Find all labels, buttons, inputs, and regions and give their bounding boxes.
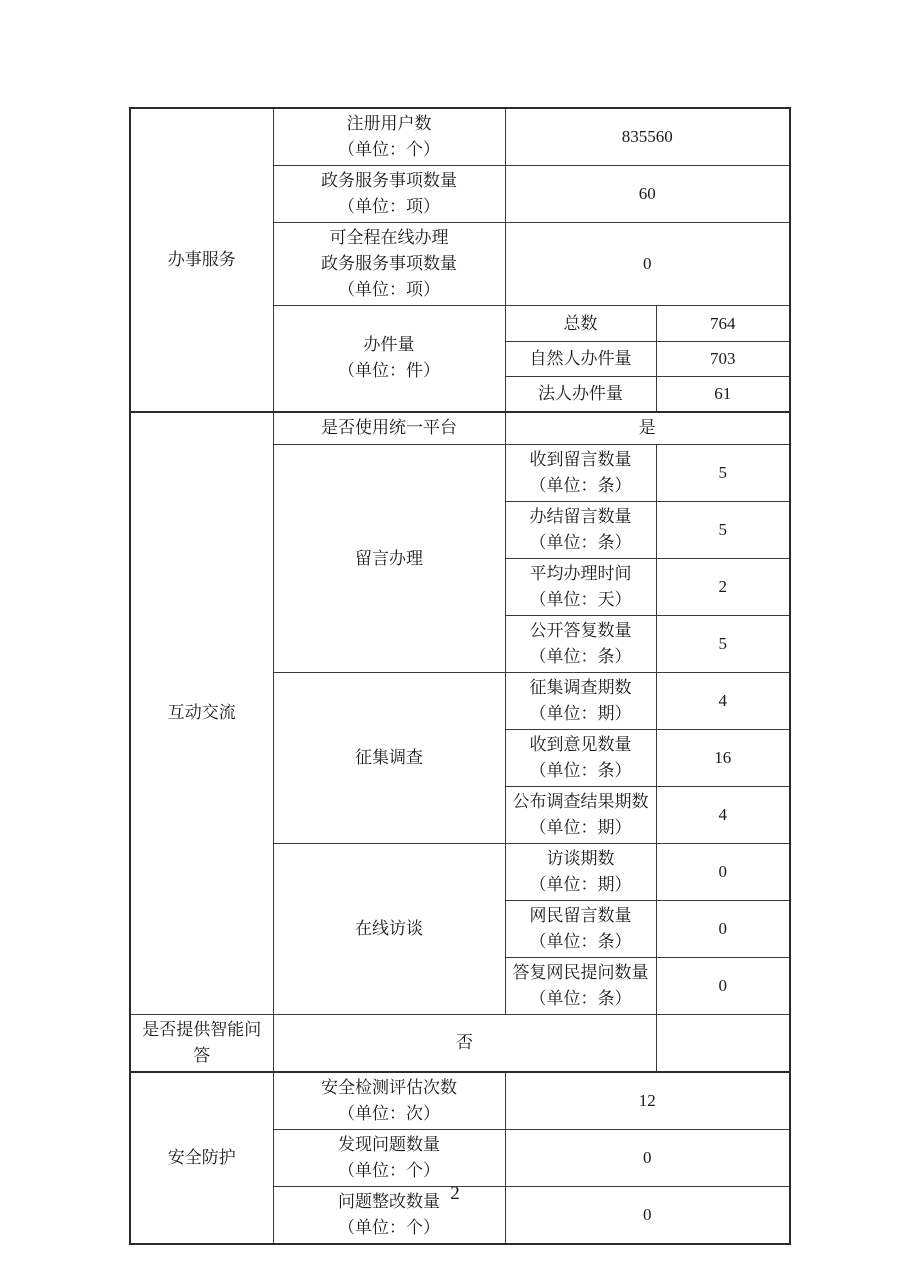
metric-value: 是 bbox=[638, 418, 656, 438]
metric-value: 12 bbox=[638, 1091, 656, 1110]
metric-unit: （单位：次） bbox=[338, 1104, 440, 1123]
submetric-value-cell bbox=[656, 844, 790, 901]
submetric-value: 0 bbox=[718, 919, 727, 938]
submetric-value: 764 bbox=[710, 313, 736, 333]
metric-label: 发现问题数量 bbox=[338, 1135, 440, 1154]
group-label-cell-zaixian bbox=[273, 844, 505, 1015]
metric-value-cell bbox=[505, 1072, 790, 1130]
submetric-value-cell bbox=[656, 787, 790, 844]
submetric-unit: （单位：条） bbox=[529, 476, 632, 495]
metric-value-cell bbox=[505, 166, 790, 223]
metric-unit: （单位：个） bbox=[338, 1161, 440, 1180]
submetric-label-cell bbox=[505, 844, 656, 901]
submetric-label: 收到意见数量 bbox=[529, 735, 632, 754]
submetric-label: 访谈期数 bbox=[546, 849, 615, 868]
report-table bbox=[129, 107, 791, 1245]
submetric-label: 收到留言数量 bbox=[529, 450, 632, 469]
submetric-value-cell bbox=[656, 502, 790, 559]
submetric-value-cell bbox=[656, 377, 790, 412]
submetric-label-cell bbox=[505, 445, 656, 502]
submetric-value: 703 bbox=[710, 349, 736, 368]
metric-label-cell bbox=[130, 1015, 273, 1073]
metric-label-cell bbox=[273, 223, 505, 306]
submetric-label: 办结留言数量 bbox=[529, 507, 632, 526]
metric-label: 问题整改数量 bbox=[338, 1192, 440, 1211]
submetric-label-cell bbox=[505, 559, 656, 616]
submetric-value-cell bbox=[656, 342, 790, 377]
group-label-cell-zhengji bbox=[273, 673, 505, 844]
submetric-label-cell bbox=[505, 673, 656, 730]
metric-label-cell bbox=[273, 1130, 505, 1187]
submetric-label: 公布调查结果期数 bbox=[512, 792, 649, 811]
submetric-label: 自然人办件量 bbox=[529, 349, 632, 368]
page-number: 2 bbox=[450, 1183, 460, 1204]
metric-value-cell bbox=[505, 1130, 790, 1187]
metric-unit: （单位：项） bbox=[338, 197, 440, 216]
submetric-unit: （单位：期） bbox=[529, 704, 632, 723]
metric-value-cell bbox=[505, 412, 790, 445]
metric-value: 835560 bbox=[621, 127, 673, 146]
submetric-value-cell bbox=[656, 673, 790, 730]
metric-label: 安全检测评估次数 bbox=[321, 1078, 457, 1097]
submetric-unit: （单位：期） bbox=[529, 875, 632, 894]
submetric-value: 61 bbox=[714, 383, 732, 403]
group-label-cell-liuyan bbox=[273, 445, 505, 673]
submetric-value: 2 bbox=[718, 577, 727, 596]
metric-label: 可全程在线办理 bbox=[329, 228, 449, 247]
category-label: 办事服务 bbox=[167, 249, 236, 269]
submetric-value: 5 bbox=[718, 634, 727, 653]
submetric-label-cell bbox=[505, 502, 656, 559]
metric-value: 60 bbox=[638, 184, 656, 203]
metric-unit: （单位：个） bbox=[338, 1218, 440, 1237]
submetric-label: 网民留言数量 bbox=[529, 906, 632, 925]
submetric-label-cell bbox=[505, 730, 656, 787]
metric-value-cell bbox=[273, 1015, 656, 1073]
group-label: 留言办理 bbox=[355, 548, 423, 568]
group-label: 办件量 bbox=[363, 335, 415, 355]
category-cell-hudong bbox=[130, 412, 273, 1015]
metric-value-cell bbox=[505, 223, 790, 306]
submetric-label: 答复网民提问数量 bbox=[512, 963, 649, 982]
submetric-value: 5 bbox=[718, 520, 727, 539]
category-cell-banshi bbox=[130, 108, 273, 412]
metric-label-cell bbox=[273, 1072, 505, 1130]
submetric-value: 4 bbox=[718, 805, 727, 824]
submetric-label: 征集调查期数 bbox=[529, 678, 632, 697]
submetric-label-cell bbox=[505, 787, 656, 844]
submetric-label-cell bbox=[505, 958, 656, 1015]
submetric-unit: （单位：条） bbox=[529, 647, 632, 666]
submetric-value-cell bbox=[656, 616, 790, 673]
metric-label: 政务服务事项数量 bbox=[321, 171, 457, 190]
submetric-value-cell bbox=[656, 958, 790, 1015]
group-label: 在线访谈 bbox=[355, 919, 423, 938]
metric-label-cell bbox=[273, 108, 505, 166]
submetric-value-cell bbox=[656, 306, 790, 342]
group-label: 征集调查 bbox=[355, 748, 423, 767]
category-label: 安全防护 bbox=[167, 1148, 236, 1167]
metric-unit: （单位：项） bbox=[338, 280, 440, 299]
submetric-value-cell bbox=[656, 559, 790, 616]
submetric-unit: （单位：条） bbox=[529, 533, 632, 552]
category-label: 互动交流 bbox=[167, 703, 236, 723]
submetric-value: 16 bbox=[714, 748, 732, 767]
submetric-label-cell bbox=[505, 901, 656, 958]
group-unit: （单位：件） bbox=[338, 361, 440, 381]
group-label-cell-banjianliang bbox=[273, 306, 505, 412]
submetric-label-cell bbox=[505, 616, 656, 673]
metric-unit: （单位：个） bbox=[338, 140, 440, 159]
submetric-label: 平均办理时间 bbox=[529, 564, 632, 583]
metric-value-cell bbox=[505, 108, 790, 166]
submetric-value: 0 bbox=[718, 862, 727, 881]
submetric-value: 0 bbox=[718, 976, 727, 995]
submetric-label: 法人办件量 bbox=[538, 383, 623, 403]
submetric-value-cell bbox=[656, 901, 790, 958]
metric-label: 注册用户数 bbox=[346, 114, 432, 133]
metric-label-cell bbox=[273, 166, 505, 223]
submetric-label-cell bbox=[505, 342, 656, 377]
submetric-unit: （单位：天） bbox=[529, 590, 632, 609]
submetric-value: 5 bbox=[718, 463, 727, 482]
submetric-value-cell bbox=[656, 445, 790, 502]
submetric-label-cell bbox=[505, 377, 656, 412]
submetric-label: 总数 bbox=[563, 313, 598, 333]
metric-value: 0 bbox=[643, 1205, 652, 1224]
metric-value: 0 bbox=[643, 1148, 652, 1167]
metric-label: 是否提供智能问答 bbox=[142, 1020, 262, 1065]
submetric-label-cell bbox=[505, 306, 656, 342]
metric-value: 0 bbox=[643, 254, 652, 273]
metric-label: 政务服务事项数量 bbox=[321, 254, 457, 273]
submetric-unit: （单位：期） bbox=[529, 818, 632, 837]
submetric-unit: （单位：条） bbox=[529, 761, 632, 780]
submetric-unit: （单位：条） bbox=[529, 989, 632, 1008]
metric-value: 否 bbox=[456, 1033, 473, 1052]
category-cell-anquan bbox=[130, 1072, 273, 1244]
submetric-value: 4 bbox=[718, 691, 727, 710]
metric-label-cell bbox=[273, 412, 505, 445]
submetric-value-cell bbox=[656, 730, 790, 787]
submetric-unit: （单位：条） bbox=[529, 932, 632, 951]
submetric-label: 公开答复数量 bbox=[529, 621, 632, 640]
metric-label: 是否使用统一平台 bbox=[321, 418, 457, 438]
